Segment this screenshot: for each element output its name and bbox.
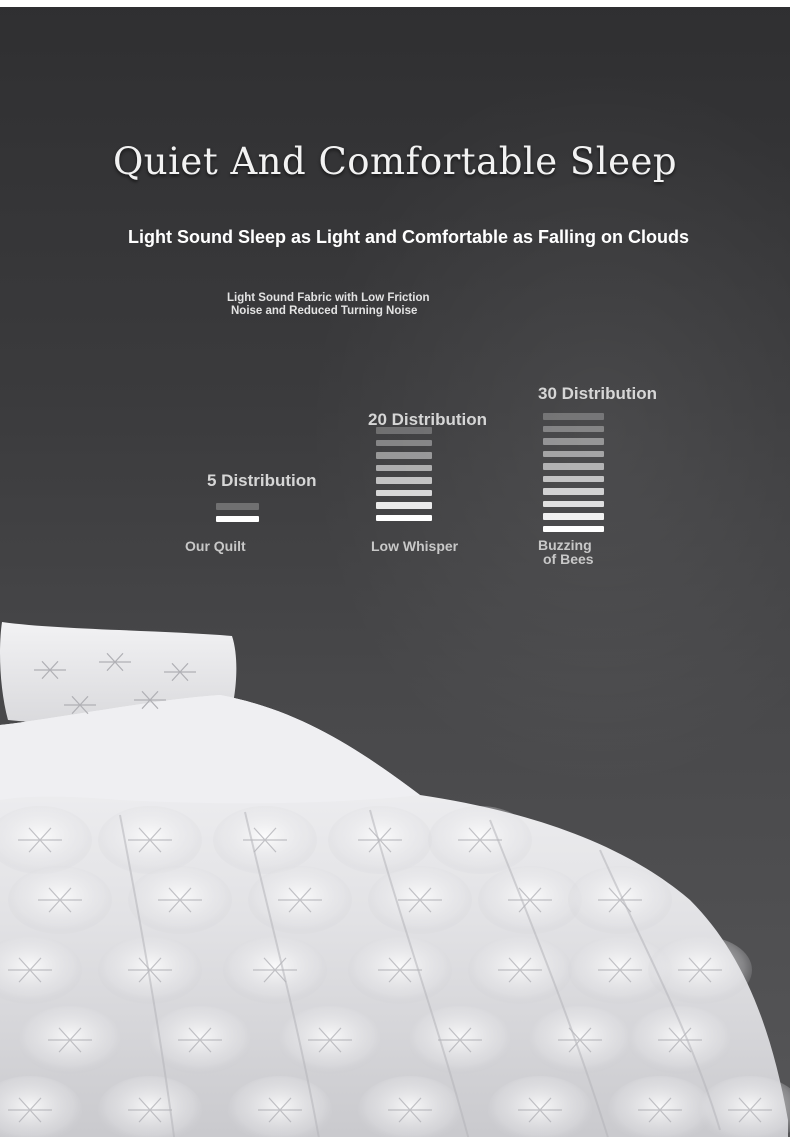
sound-bar — [543, 426, 604, 433]
sound-bar — [543, 451, 604, 458]
sound-level-bars-our-quilt — [216, 503, 259, 528]
sound-level-bars-low-whisper — [376, 427, 432, 527]
bottom-border — [0, 1137, 790, 1144]
quilt-photo — [0, 600, 790, 1144]
fabric-description-line2: Noise and Reduced Turning Noise — [231, 305, 418, 317]
sound-bar — [543, 526, 604, 533]
sound-bar — [376, 440, 432, 447]
sound-bar — [376, 452, 432, 459]
caption-buzzing-of-bees-line2: of Bees — [543, 551, 594, 567]
fabric-description-line1: Light Sound Fabric with Low Friction — [227, 292, 430, 304]
sound-bar — [376, 515, 432, 522]
sound-bar — [376, 427, 432, 434]
top-border — [0, 0, 790, 7]
sound-bar — [543, 513, 604, 520]
caption-buzzing-of-bees-line1: Buzzing — [538, 537, 592, 553]
caption-our-quilt-line1: Our Quilt — [185, 538, 246, 554]
caption-buzzing-of-bees — [538, 538, 594, 566]
distribution-label-our-quilt: 5 Distribution — [207, 471, 317, 490]
sound-bar — [376, 465, 432, 472]
sound-bar — [543, 476, 604, 483]
sound-bar — [376, 490, 432, 497]
distribution-label-buzzing-of-bees: 30 Distribution — [538, 384, 658, 403]
subtitle: Light Sound Sleep as Light and Comfortable as Falling on Clouds — [128, 227, 690, 247]
sound-bar — [543, 438, 604, 445]
distribution-label-low-whisper: 20 Distribution — [368, 410, 488, 429]
sound-level-bars-buzzing-of-bees — [543, 413, 604, 538]
sound-bar — [376, 502, 432, 509]
sound-bar — [543, 463, 604, 470]
caption-low-whisper — [371, 539, 458, 553]
sound-bar — [376, 477, 432, 484]
sound-bar — [543, 413, 604, 420]
page-title: Quiet And Comfortable Sleep — [112, 140, 678, 183]
fabric-description — [227, 292, 487, 318]
sound-bar — [543, 501, 604, 508]
sound-bar — [216, 516, 259, 523]
sound-bar — [543, 488, 604, 495]
sound-bar — [216, 503, 259, 510]
caption-our-quilt — [185, 539, 246, 553]
caption-low-whisper-line1: Low Whisper — [371, 538, 459, 554]
